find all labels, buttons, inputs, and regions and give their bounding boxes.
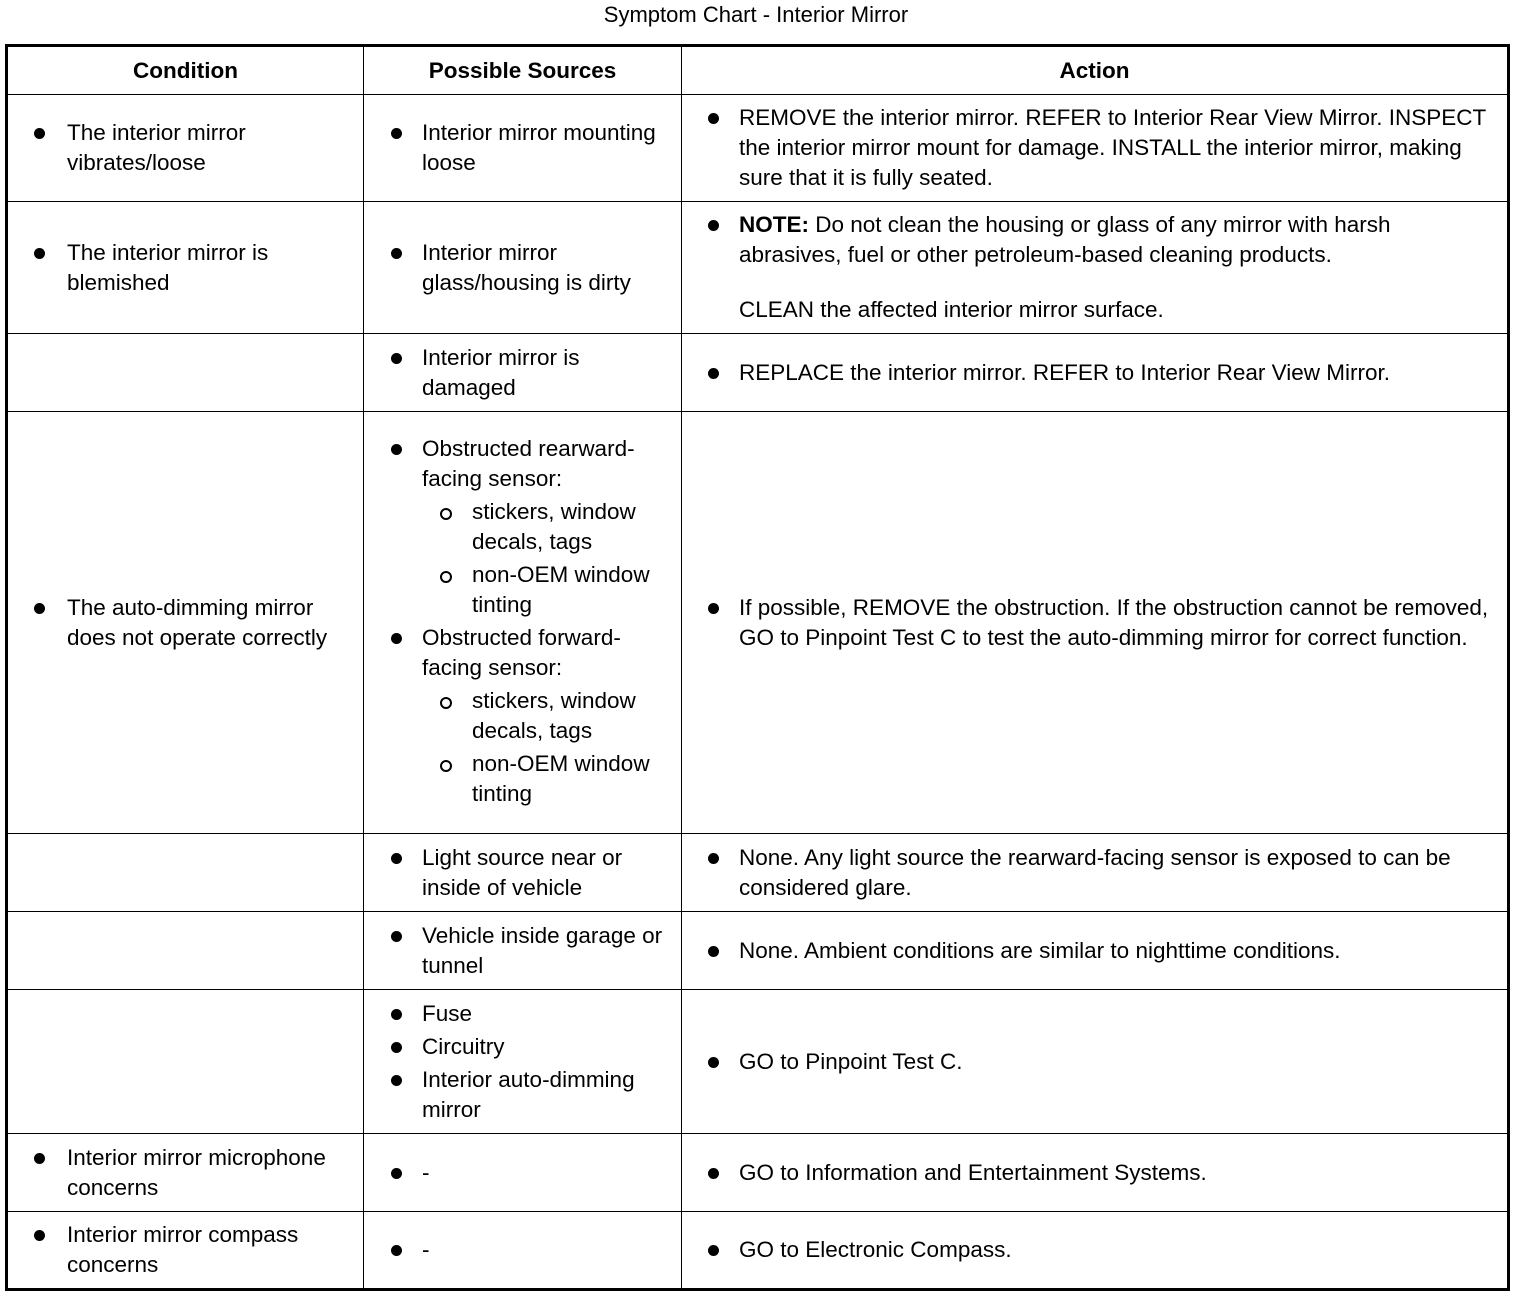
- source: Obstructed rearward-facing sensor: stickers, window decals, tags non-OEM window tinting: [364, 434, 673, 620]
- table-row: [7, 912, 1509, 990]
- source: Interior mirror mounting loose: [364, 118, 673, 178]
- table-header-row: [7, 46, 1509, 95]
- table-row: [7, 334, 1509, 412]
- table-row: [7, 95, 1509, 202]
- header-action: Action: [682, 46, 1509, 95]
- table-row: [7, 834, 1509, 912]
- header-condition: Condition: [7, 46, 364, 95]
- action-note: [682, 210, 1499, 325]
- condition-empty: [7, 834, 364, 912]
- source: -: [364, 1158, 673, 1188]
- condition: Interior mirror microphone concerns: [8, 1143, 355, 1203]
- action: REPLACE the interior mirror. REFER to Interior Rear View Mirror.: [682, 358, 1499, 388]
- source: Vehicle inside garage or tunnel: [364, 921, 673, 981]
- source: Light source near or inside of vehicle: [364, 843, 673, 903]
- sub-source: non-OEM window tinting: [422, 749, 673, 809]
- condition: The interior mirror is blemished: [8, 238, 355, 298]
- condition: Interior mirror compass concerns: [8, 1220, 355, 1280]
- table-row: [7, 412, 1509, 834]
- action: GO to Pinpoint Test C.: [682, 1047, 1499, 1077]
- source: Obstructed forward-facing sensor: stickers, window decals, tags non-OEM window tinting: [364, 623, 673, 809]
- condition: The auto-dimming mirror does not operate correctly: [8, 593, 355, 653]
- source: Interior auto-dimming mirror: [364, 1065, 673, 1125]
- note-text: Do not clean the housing or glass of any mirror with harsh abrasives, fuel or other petroleum-based cleaning products.: [739, 212, 1391, 267]
- note-label: NOTE:: [739, 212, 809, 237]
- condition-empty: [7, 334, 364, 412]
- symptom-chart-table: [5, 44, 1510, 1291]
- table-row: [7, 1134, 1509, 1212]
- action: If possible, REMOVE the obstruction. If the obstruction cannot be removed, GO to Pinpoint Test C to test the auto-dimming mirror for correct function.: [682, 593, 1499, 653]
- condition-empty: [7, 990, 364, 1134]
- sub-source: non-OEM window tinting: [422, 560, 673, 620]
- action: None. Any light source the rearward-facing sensor is exposed to can be considered glare.: [682, 843, 1499, 903]
- source: Interior mirror glass/housing is dirty: [364, 238, 673, 298]
- sub-source: stickers, window decals, tags: [422, 497, 673, 557]
- source: Interior mirror is damaged: [364, 343, 673, 403]
- sub-source: stickers, window decals, tags: [422, 686, 673, 746]
- source: Circuitry: [364, 1032, 673, 1062]
- table-row: [7, 202, 1509, 334]
- action: None. Ambient conditions are similar to nighttime conditions.: [682, 936, 1499, 966]
- source: Fuse: [364, 999, 673, 1029]
- action: CLEAN the affected interior mirror surface.: [739, 297, 1164, 322]
- action: GO to Information and Entertainment Systems.: [682, 1158, 1499, 1188]
- source: -: [364, 1235, 673, 1265]
- condition: The interior mirror vibrates/loose: [8, 118, 355, 178]
- action: GO to Electronic Compass.: [682, 1235, 1499, 1265]
- action: REMOVE the interior mirror. REFER to Interior Rear View Mirror. INSPECT the interior mirror mount for damage. INSTALL the interior mirror, making sure that it is fully seated.: [682, 103, 1499, 193]
- condition-empty: [7, 912, 364, 990]
- table-row: [7, 1212, 1509, 1290]
- header-possible-sources: Possible Sources: [364, 46, 682, 95]
- table-row: [7, 990, 1509, 1134]
- page-title: Symptom Chart - Interior Mirror: [603, 2, 909, 27]
